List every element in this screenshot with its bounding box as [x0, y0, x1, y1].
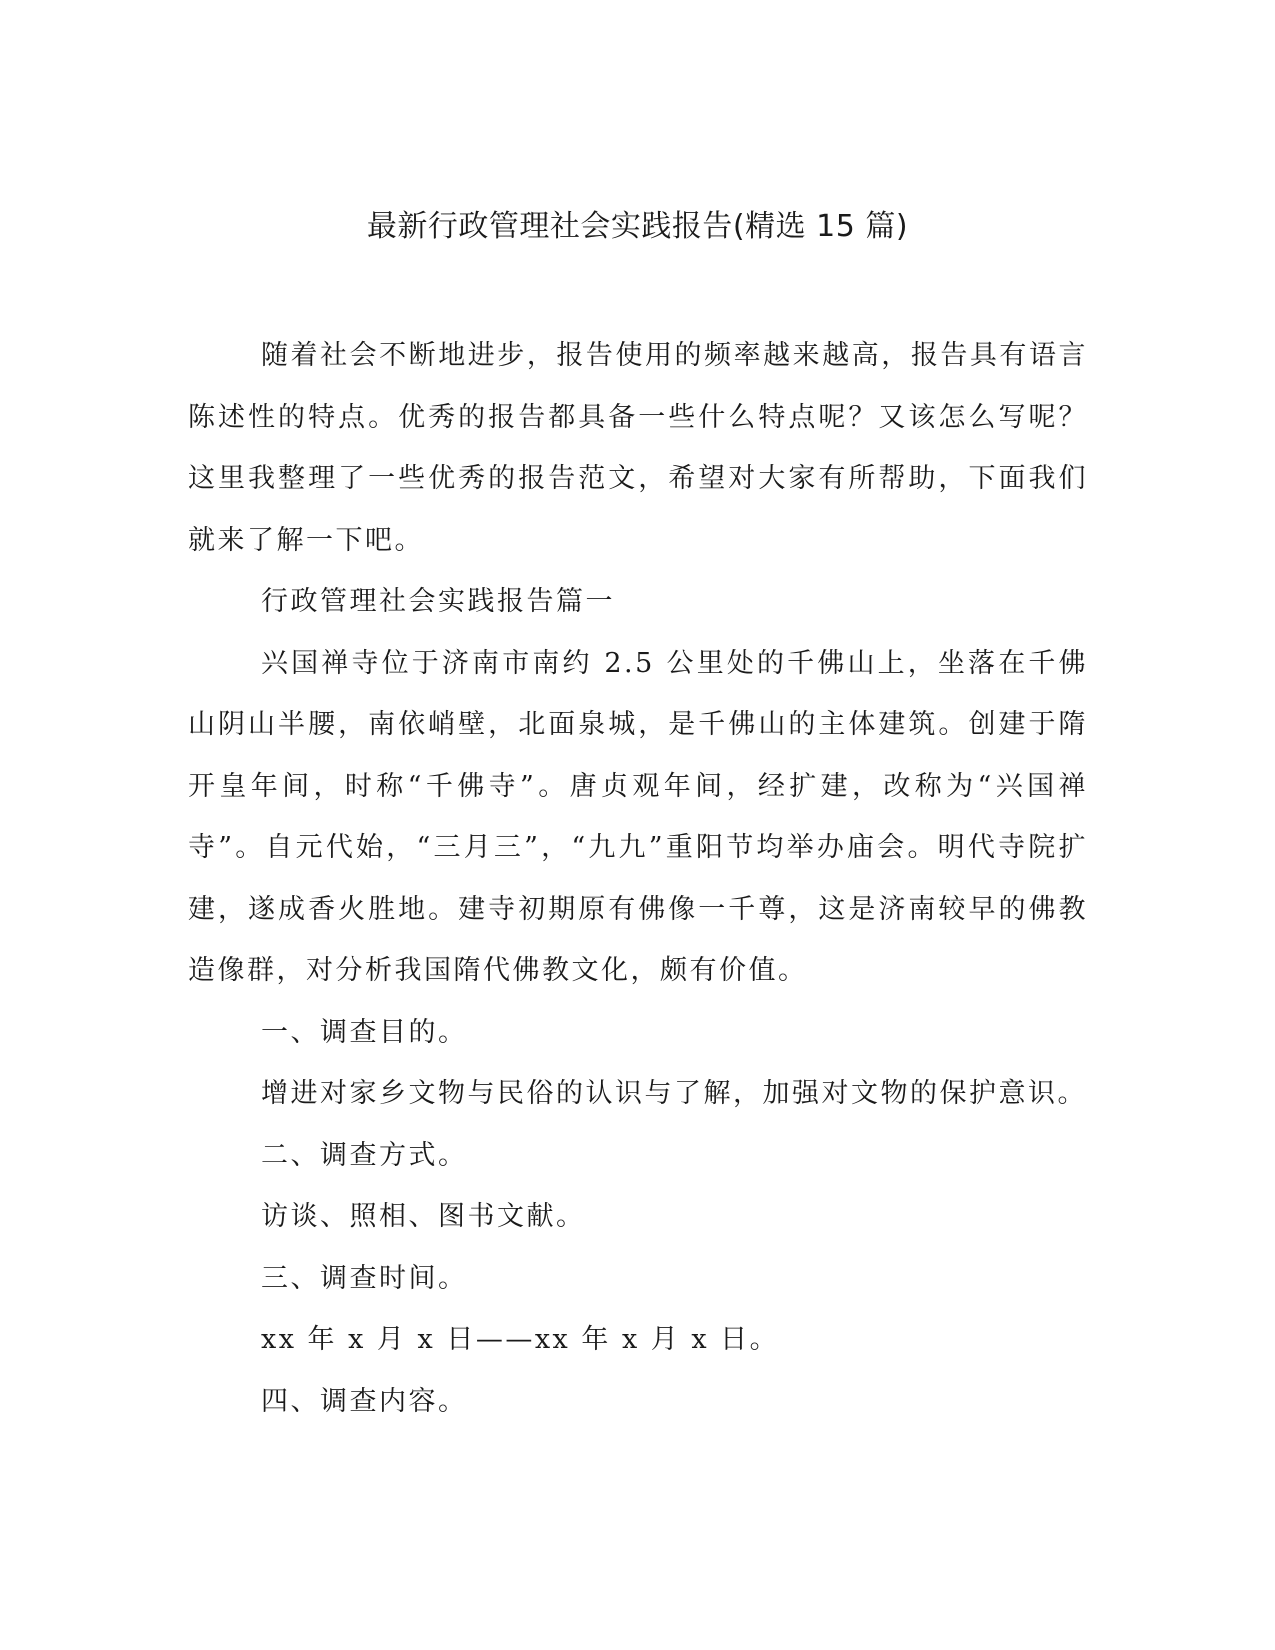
- heading-survey-content: 四、调查内容。: [261, 1385, 468, 1417]
- survey-method-text: 访谈、照相、图书文献。: [261, 1201, 586, 1232]
- document-body: [188, 325, 1088, 1432]
- intro-paragraph: 随着社会不断地进步，报告使用的频率越来越高，报告具有语言陈述性的特点。优秀的报告都具备一些什么特点呢？又该怎么写呢？这里我整理了一些优秀的报告范文，希望对大家有所帮助，下面我们就来了解一下吧。: [188, 340, 1088, 556]
- heading-survey-purpose: 一、调查目的。: [261, 1016, 468, 1048]
- document-title: 最新行政管理社会实践报告(精选 15 篇): [366, 209, 909, 244]
- temple-description-paragraph: 兴国禅寺位于济南市南约 2.5 公里处的千佛山上，坐落在千佛山阴山半腰，南依峭壁，北面泉城，是千佛山的主体建筑。创建于隋开皇年间，时称“千佛寺”。唐贞观年间，经扩建，改称为“兴国禅寺”。自元代始，“三月三”，“九九”重阳节均举办庙会。明代寺院扩建，遂成香火胜地。建寺初期原有佛像一千尊，这是济南较早的佛教造像群，对分析我国隋代佛教文化，颇有价值。: [188, 647, 1088, 986]
- section-heading-part-one: 行政管理社会实践报告篇一: [261, 586, 615, 617]
- heading-survey-time: 三、调查时间。: [261, 1262, 468, 1294]
- survey-purpose-text: 增进对家乡文物与民俗的认识与了解，加强对文物的保护意识。: [261, 1078, 1087, 1109]
- heading-survey-method: 二、调查方式。: [261, 1139, 468, 1171]
- survey-time-text: xx 年 x 月 x 日——xx 年 x 月 x 日。: [261, 1324, 780, 1355]
